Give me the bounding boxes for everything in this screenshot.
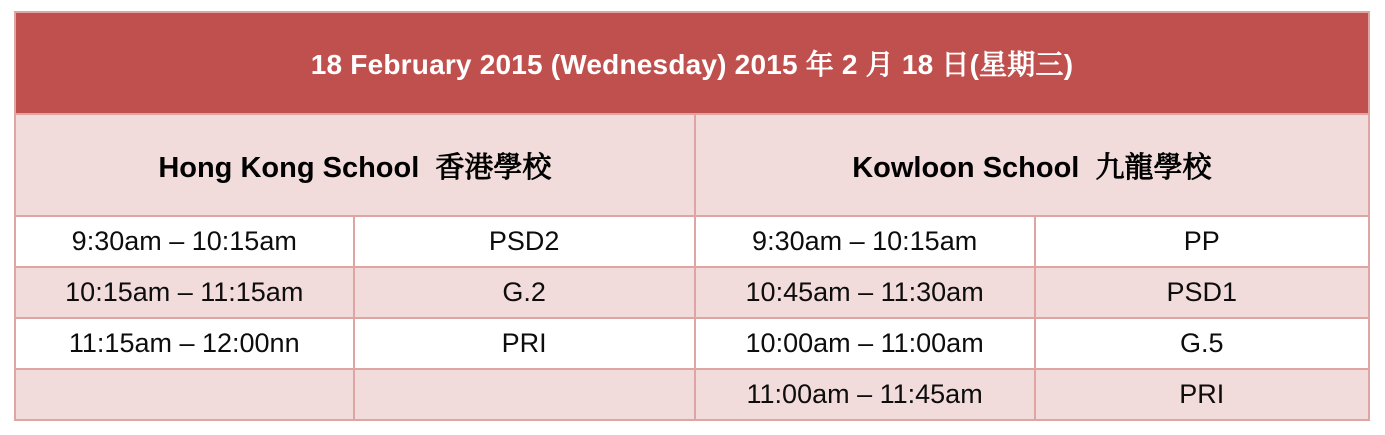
schedule-table [14,11,1370,421]
hk-class-cell: PRI [354,318,695,369]
kln-class-cell: PP [1035,216,1369,267]
hk-time-cell [15,369,354,420]
hk-time-cell: 11:15am – 12:00nn [15,318,354,369]
school-header-kowloon: Kowloon School 九龍學校 [695,114,1369,216]
table-row [15,318,1369,369]
kln-time-cell: 10:00am – 11:00am [695,318,1035,369]
kln-class-cell: G.5 [1035,318,1369,369]
kln-time-cell: 10:45am – 11:30am [695,267,1035,318]
table-row [15,216,1369,267]
school-header-row [15,114,1369,216]
hk-class-cell: PSD2 [354,216,695,267]
kln-time-cell: 9:30am – 10:15am [695,216,1035,267]
hk-time-cell: 10:15am – 11:15am [15,267,354,318]
hk-class-cell [354,369,695,420]
date-title-row [15,12,1369,114]
kln-class-cell: PSD1 [1035,267,1369,318]
school-header-hong-kong: Hong Kong School 香港學校 [15,114,695,216]
hk-class-cell: G.2 [354,267,695,318]
date-title: 18 February 2015 (Wednesday) 2015 年 2 月 18 日(星期三) [15,12,1369,114]
table-row [15,267,1369,318]
kln-time-cell: 11:00am – 11:45am [695,369,1035,420]
kln-class-cell: PRI [1035,369,1369,420]
hk-time-cell: 9:30am – 10:15am [15,216,354,267]
table-row [15,369,1369,420]
